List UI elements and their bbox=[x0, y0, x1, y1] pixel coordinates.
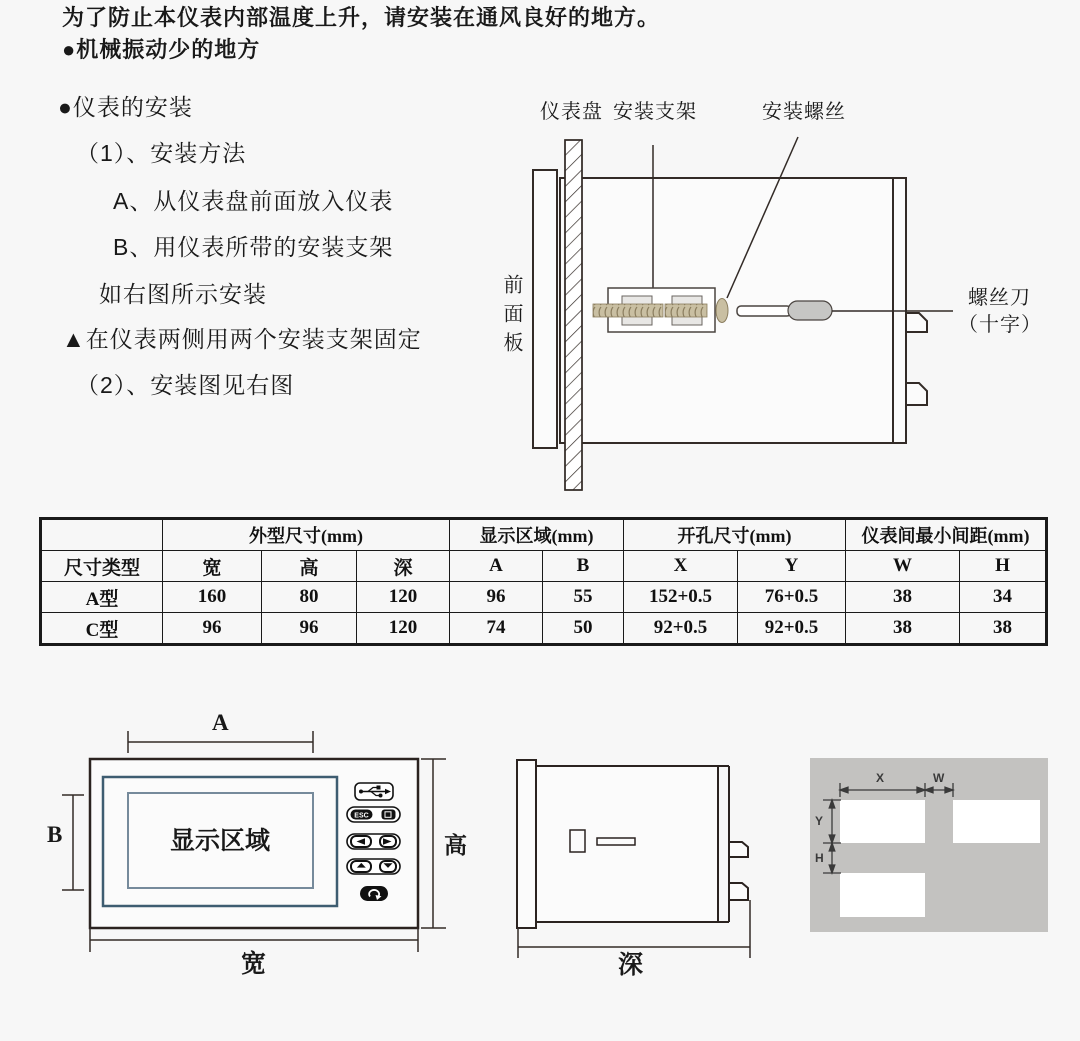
side-front-bezel bbox=[517, 760, 536, 928]
table-cell: 80 bbox=[262, 582, 357, 613]
page-key-icon bbox=[382, 810, 396, 820]
height-label: 高 bbox=[444, 833, 467, 858]
table-cell: 34 bbox=[960, 582, 1047, 613]
latch-tab bbox=[906, 313, 927, 332]
column-header: W bbox=[846, 551, 960, 582]
table-cell: 50 bbox=[543, 613, 624, 645]
cutout-dim-h-label: H bbox=[815, 851, 824, 865]
table-cell: 38 bbox=[846, 613, 960, 645]
dim-height-line bbox=[421, 759, 446, 928]
cutout-dim-w-label: W bbox=[933, 771, 945, 785]
dim-b-label: B bbox=[47, 822, 63, 847]
front-panel-label: 前面板 bbox=[500, 274, 522, 361]
dimension-table bbox=[39, 517, 1048, 646]
display-area-label: 显示区域 bbox=[169, 828, 270, 855]
latch-tab bbox=[729, 883, 748, 900]
table-cell: 152+0.5 bbox=[624, 582, 738, 613]
enter-key-icon bbox=[360, 886, 388, 901]
up-down-keys-icon bbox=[347, 859, 400, 874]
dim-width-line bbox=[90, 928, 418, 952]
table-cell: 160 bbox=[163, 582, 262, 613]
panel-label: 仪表盘 bbox=[540, 101, 603, 123]
install-step-1b: B、用仪表所带的安装支架 bbox=[113, 234, 394, 260]
table-cell: 120 bbox=[357, 582, 450, 613]
group-header-spacing: 仪表间最小间距(mm) bbox=[846, 519, 1047, 551]
column-header: Y bbox=[738, 551, 846, 582]
table-cell: 38 bbox=[960, 613, 1047, 645]
intro-line-2: ●机械振动少的地方 bbox=[62, 37, 261, 62]
cutout-dimensions bbox=[810, 758, 1048, 932]
esc-key-label: ESC bbox=[354, 812, 369, 820]
mounting-screw bbox=[665, 304, 707, 317]
column-header: H bbox=[960, 551, 1047, 582]
table-cell: 76+0.5 bbox=[738, 582, 846, 613]
mounting-screw bbox=[593, 304, 663, 317]
table-cell: 74 bbox=[450, 613, 543, 645]
table-cell: 96 bbox=[450, 582, 543, 613]
cutout-dim-x-label: X bbox=[876, 771, 885, 785]
cutout-dim-y-label: Y bbox=[815, 814, 824, 828]
screw-head bbox=[716, 299, 728, 323]
esc-key-icon bbox=[347, 807, 400, 822]
screw-label: 安装螺丝 bbox=[762, 101, 846, 123]
side-body bbox=[536, 766, 718, 922]
table-cell: 92+0.5 bbox=[738, 613, 846, 645]
install-title: ●仪表的安装 bbox=[58, 94, 193, 120]
table-cell: C型 bbox=[41, 613, 163, 645]
table-cell: A型 bbox=[41, 582, 163, 613]
screwdriver-label: 螺丝刀 bbox=[968, 287, 1031, 309]
table-column-header-row bbox=[41, 551, 1047, 582]
table-cell: 120 bbox=[357, 613, 450, 645]
table-cell: 96 bbox=[262, 613, 357, 645]
latch-tab bbox=[906, 383, 927, 405]
intro-line-1: 为了防止本仪表内部温度上升，请安装在通风良好的地方。 bbox=[62, 5, 661, 30]
table-cell: 38 bbox=[846, 582, 960, 613]
column-header: X bbox=[624, 551, 738, 582]
install-step-1: （1）、安装方法 bbox=[76, 140, 247, 166]
mounting-bracket bbox=[593, 288, 728, 332]
hatch-panel bbox=[565, 140, 582, 490]
install-note: ▲在仪表两侧用两个安装支架固定 bbox=[62, 326, 422, 352]
depth-label: 深 bbox=[618, 952, 644, 979]
column-header: 尺寸类型 bbox=[41, 551, 163, 582]
table-cell-empty bbox=[41, 519, 163, 551]
table-cell: 55 bbox=[543, 582, 624, 613]
install-step-1a: A、从仪表盘前面放入仪表 bbox=[113, 188, 394, 214]
usb-port-icon bbox=[355, 783, 393, 800]
table-cell: 96 bbox=[163, 613, 262, 645]
group-header-outline: 外型尺寸(mm) bbox=[163, 519, 450, 551]
latch-tab bbox=[729, 842, 748, 857]
table-cell: 92+0.5 bbox=[624, 613, 738, 645]
dim-a-label: A bbox=[212, 710, 229, 735]
table-group-header-row bbox=[41, 519, 1047, 551]
dim-b-line bbox=[62, 795, 84, 890]
cutout-panel-diagram bbox=[810, 758, 1048, 932]
column-header: A bbox=[450, 551, 543, 582]
column-header: 宽 bbox=[163, 551, 262, 582]
table-row bbox=[41, 582, 1047, 613]
table-row bbox=[41, 613, 1047, 645]
column-header: 高 bbox=[262, 551, 357, 582]
screwdriver-type-label: （十字） bbox=[958, 314, 1042, 336]
group-header-display: 显示区域(mm) bbox=[450, 519, 624, 551]
group-header-cutout: 开孔尺寸(mm) bbox=[624, 519, 846, 551]
width-label: 宽 bbox=[241, 951, 267, 978]
install-step-2: （2）、安装图见右图 bbox=[76, 372, 295, 398]
column-header: 深 bbox=[357, 551, 450, 582]
front-panel-plate bbox=[533, 170, 557, 448]
bracket-label: 安装支架 bbox=[613, 101, 697, 123]
column-header: B bbox=[543, 551, 624, 582]
left-right-keys-icon bbox=[347, 834, 400, 849]
install-step-1c: 如右图所示安装 bbox=[99, 281, 267, 307]
